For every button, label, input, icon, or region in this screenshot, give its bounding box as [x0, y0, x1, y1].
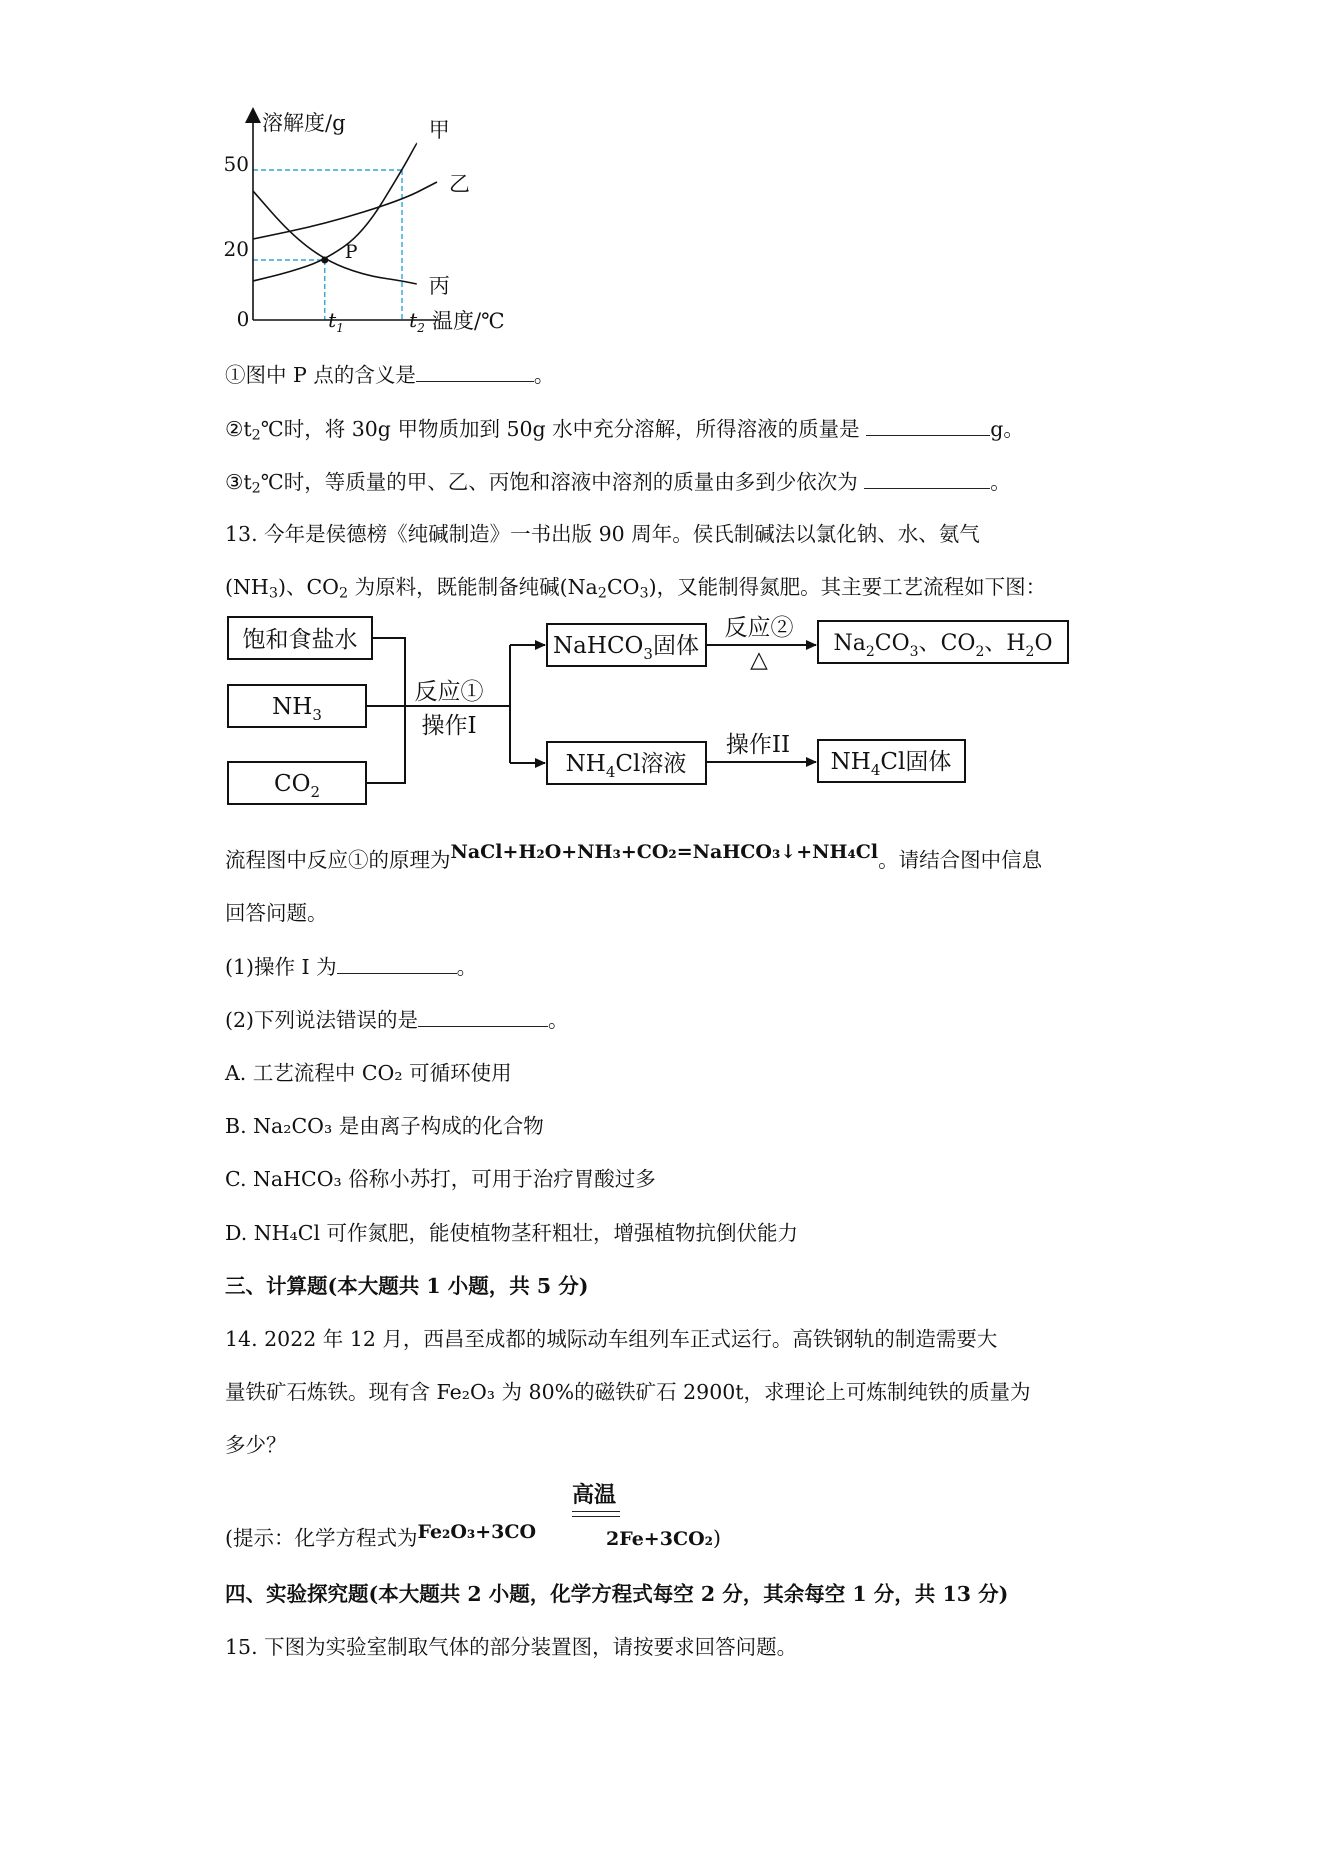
principle-prefix: 流程图中反应①的原理为 [225, 848, 451, 872]
q13-q1-end: 。 [456, 955, 478, 979]
subscript: 2 [597, 585, 607, 602]
y-tick-50: 50 [223, 152, 249, 176]
answer-blank[interactable] [337, 951, 457, 974]
x-tick-t1: $t_1$ [328, 308, 344, 335]
subscript: 2 [338, 585, 349, 602]
q12-sub2-mid: ℃时，将 30g 甲物质加到 50g 水中充分溶解，所得溶液的质量是 [260, 417, 860, 441]
hint-prefix: (提示：化学方程式为 [225, 1526, 418, 1550]
q12-sub2-sub: 2 [251, 427, 261, 444]
q12-sub1-end: 。 [533, 363, 555, 387]
series-yi-label: 乙 [449, 172, 470, 196]
equals-bar-2 [572, 1516, 620, 1517]
equation-left: Fe₂O₃+3CO [417, 1521, 537, 1543]
q14-line3: 多少？ [225, 1433, 287, 1457]
option-a: A. 工艺流程中 CO₂ 可循环使用 [225, 1061, 512, 1085]
y-tick-20: 20 [223, 237, 249, 261]
hint-suffix: ) [712, 1526, 721, 1550]
box-nahco3-label: NaHCO$_3$固体 [553, 633, 699, 663]
q12-sub1-text: ①图中 P 点的含义是 [225, 363, 416, 387]
equals-bar-1 [572, 1511, 620, 1512]
q12-sub3-pre: ③t [225, 470, 252, 494]
principle-suffix: 。请结合图中信息 [878, 848, 1043, 872]
subscript: 3 [268, 585, 278, 602]
box-co2-label: $CO_2$ [273, 771, 321, 801]
option-c: C. NaHCO₃ 俗称小苏打，可用于治疗胃酸过多 [225, 1167, 656, 1191]
q13-q1 [225, 951, 477, 982]
text-fragment: 为原料，既能制备纯碱(Na [348, 575, 598, 599]
box-brine-label: 饱和食盐水 [242, 627, 358, 653]
section3-heading: 三、计算题(本大题共 1 小题，共 5 分) [225, 1274, 589, 1298]
text-fragment: )、CO [277, 575, 339, 599]
y-axis-label: 溶解度/g [262, 111, 346, 135]
operation2-label: 操作II [725, 732, 791, 758]
reaction1-label: 反应① [414, 679, 484, 705]
x-axis-label: 温度/℃ [432, 309, 505, 333]
section4-heading: 四、实验探究题(本大题共 2 小题，化学方程式每空 2 分，其余每空 1 分，共 13 分) [225, 1582, 1009, 1606]
heat-symbol: △ [750, 647, 768, 673]
q13-q2-text: (2)下列说法错误的是 [225, 1008, 419, 1032]
reaction-condition: 高温 [572, 1482, 617, 1508]
point-label-p: P [344, 241, 358, 263]
q13-intro-line1: 13. 今年是侯德榜《纯碱制造》一书出版 90 周年。侯氏制碱法以氯化钠、水、氨气 [225, 522, 980, 546]
option-b: B. Na₂CO₃ 是由离子构成的化合物 [225, 1114, 544, 1138]
q14-line2: 量铁矿石炼铁。现有含 Fe₂O₃ 为 80%的磁铁矿石 2900t，求理论上可炼制纯铁的质量为 [225, 1380, 1031, 1404]
subscript: 3 [639, 585, 649, 602]
q14-hint [225, 1523, 721, 1554]
q15-text: 15. 下图为实验室制取气体的部分装置图，请按要求回答问题。 [225, 1635, 798, 1659]
box-nh4cl-solution-label: $NH_4Cl$溶液 [565, 751, 687, 781]
box-nh3-label: $NH_3$ [272, 694, 322, 724]
answer-blank[interactable] [418, 1004, 548, 1027]
q12-sub3-mid: ℃时，等质量的甲、乙、丙饱和溶液中溶剂的质量由多到少依次为 [260, 470, 858, 494]
series-jia-label: 甲 [428, 118, 450, 142]
operation1-label: 操作I [421, 713, 477, 739]
q13-q1-text: (1)操作 I 为 [225, 955, 337, 979]
text-fragment: )，又能制得氮肥。其主要工艺流程如下图： [648, 575, 1047, 599]
q12-sub2-pre: ②t [225, 417, 252, 441]
text-fragment: CO [606, 575, 640, 599]
equation-right: 2Fe+3CO₂ [606, 1528, 713, 1550]
box-nh4cl-solid-label: $NH_4Cl$固体 [830, 749, 952, 779]
process-flow-diagram [0, 0, 1323, 820]
q14-line1: 14. 2022 年 12 月，西昌至成都的城际动车组列车正式运行。高铁钢轨的制造需要大 [225, 1327, 998, 1351]
principle-equation: NaCl+H₂O+NH₃+CO₂=NaHCO₃↓+NH₄Cl [450, 841, 879, 863]
x-tick-t2: $t_2$ [409, 308, 425, 335]
text-fragment: (NH [225, 575, 269, 599]
q12-sub3-end: 。 [990, 470, 1011, 494]
q13-principle-line2: 回答问题。 [225, 901, 328, 925]
q13-principle [225, 841, 1043, 876]
series-bing-label: 丙 [428, 274, 450, 298]
box-products-label: $Na_2CO_3$、$CO_2$、$H_2O$ [833, 631, 1053, 660]
reaction2-label: 反应② [724, 615, 794, 641]
q13-q2 [225, 1004, 569, 1035]
option-d: D. NH₄Cl 可作氮肥，能使植物茎秆粗壮，增强植物抗倒伏能力 [225, 1221, 799, 1245]
q13-q2-end: 。 [548, 1008, 569, 1032]
q12-sub2-end: g。 [990, 417, 1024, 441]
q12-sub3-sub: 2 [251, 480, 261, 497]
origin-label: 0 [236, 307, 250, 331]
